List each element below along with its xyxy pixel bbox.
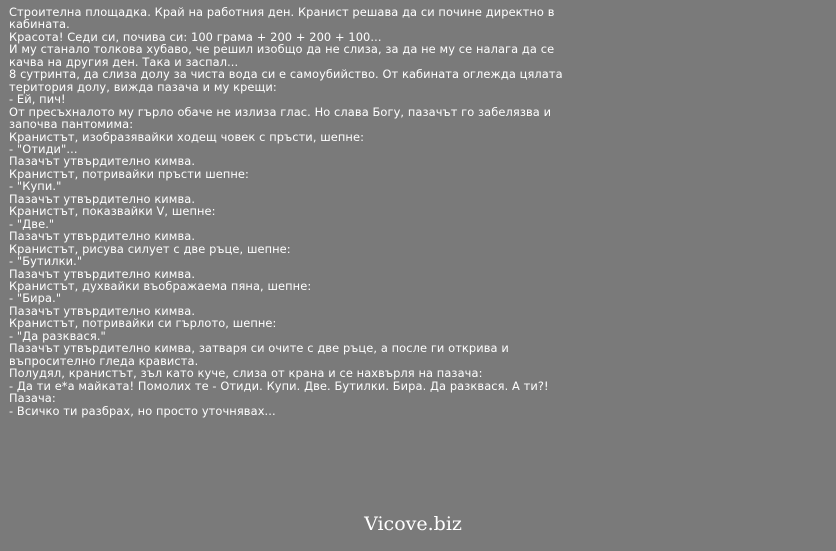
joke-line: Кранистът, потривайки пръсти шепне: (9, 166, 249, 181)
joke-line: Пазачът утвърдително кимва. (9, 303, 196, 318)
joke-line: Кранистът, рисува силует с две ръце, шепне: (9, 241, 291, 256)
joke-line: Полудял, кранистът, зъл като куче, слиза от крана и се нахвърля на пазача: (9, 366, 483, 381)
joke-line: От пресъхналото му гърло обаче не излиза глас. Но слава Богу, пазачът го забелязва и започва пантомима: (9, 104, 552, 132)
joke-line: Пазачът утвърдително кимва. (9, 266, 196, 281)
joke-line: - "Бира." (9, 291, 62, 306)
joke-line: Строителна площадка. Край на работния ден. Кранист решава да си почине директно в кабината. (9, 5, 555, 32)
joke-line: Кранистът, потривайки си гърлото, шепне: (9, 316, 277, 331)
joke-line: Пазачът утвърдително кимва. (9, 229, 196, 244)
joke-line: Кранистът, изобразявайки ходещ човек с пръсти, шепне: (9, 129, 365, 144)
joke-line: Красота! Седи си, почива си: 100 грама + 200 + 200 + 100... (9, 29, 382, 44)
joke-line: Кранистът, духвайки въображаема пяна, шепне: (9, 278, 312, 293)
joke-line: Кранистът, показвайки V, шепне: (9, 204, 216, 219)
joke-line: Пазачът утвърдително кимва. (9, 191, 196, 206)
joke-line: - Всичко ти разбрах, но просто уточнявах... (9, 403, 276, 418)
joke-line: 8 сутринта, да слиза долу за чиста вода си е самоубийство. От кабината оглежда цялата територия долу, вижда пазача и му крещи: (9, 67, 563, 94)
site-watermark: Vicove.biz (364, 513, 462, 535)
joke-line: - "Две." (9, 216, 55, 231)
joke-line: - "Купи." (9, 179, 62, 194)
joke-line: Пазачът утвърдително кимва, затваря си очите с две ръце, а после ги открива и въпросително гледа крависта. (9, 341, 509, 368)
joke-line: Пазача: (9, 391, 56, 406)
joke-line: И му станало толкова хубаво, че решил изобщо да не слиза, за да не му се налага да се качва на другия ден. Така и заспал... (9, 42, 555, 69)
joke-line: - Ей, пич! (9, 92, 66, 107)
joke-line: - "Отиди"... (9, 141, 78, 156)
joke-line: - Да ти е*а майката! Помолих те - Отиди. Купи. Две. Бутилки. Бира. Да разквася. А ти?! (9, 378, 549, 393)
joke-line: - "Да разквася." (9, 328, 106, 343)
joke-line: Пазачът утвърдително кимва. (9, 154, 196, 169)
joke-text (9, 6, 579, 417)
joke-line: - "Бутилки." (9, 254, 83, 269)
